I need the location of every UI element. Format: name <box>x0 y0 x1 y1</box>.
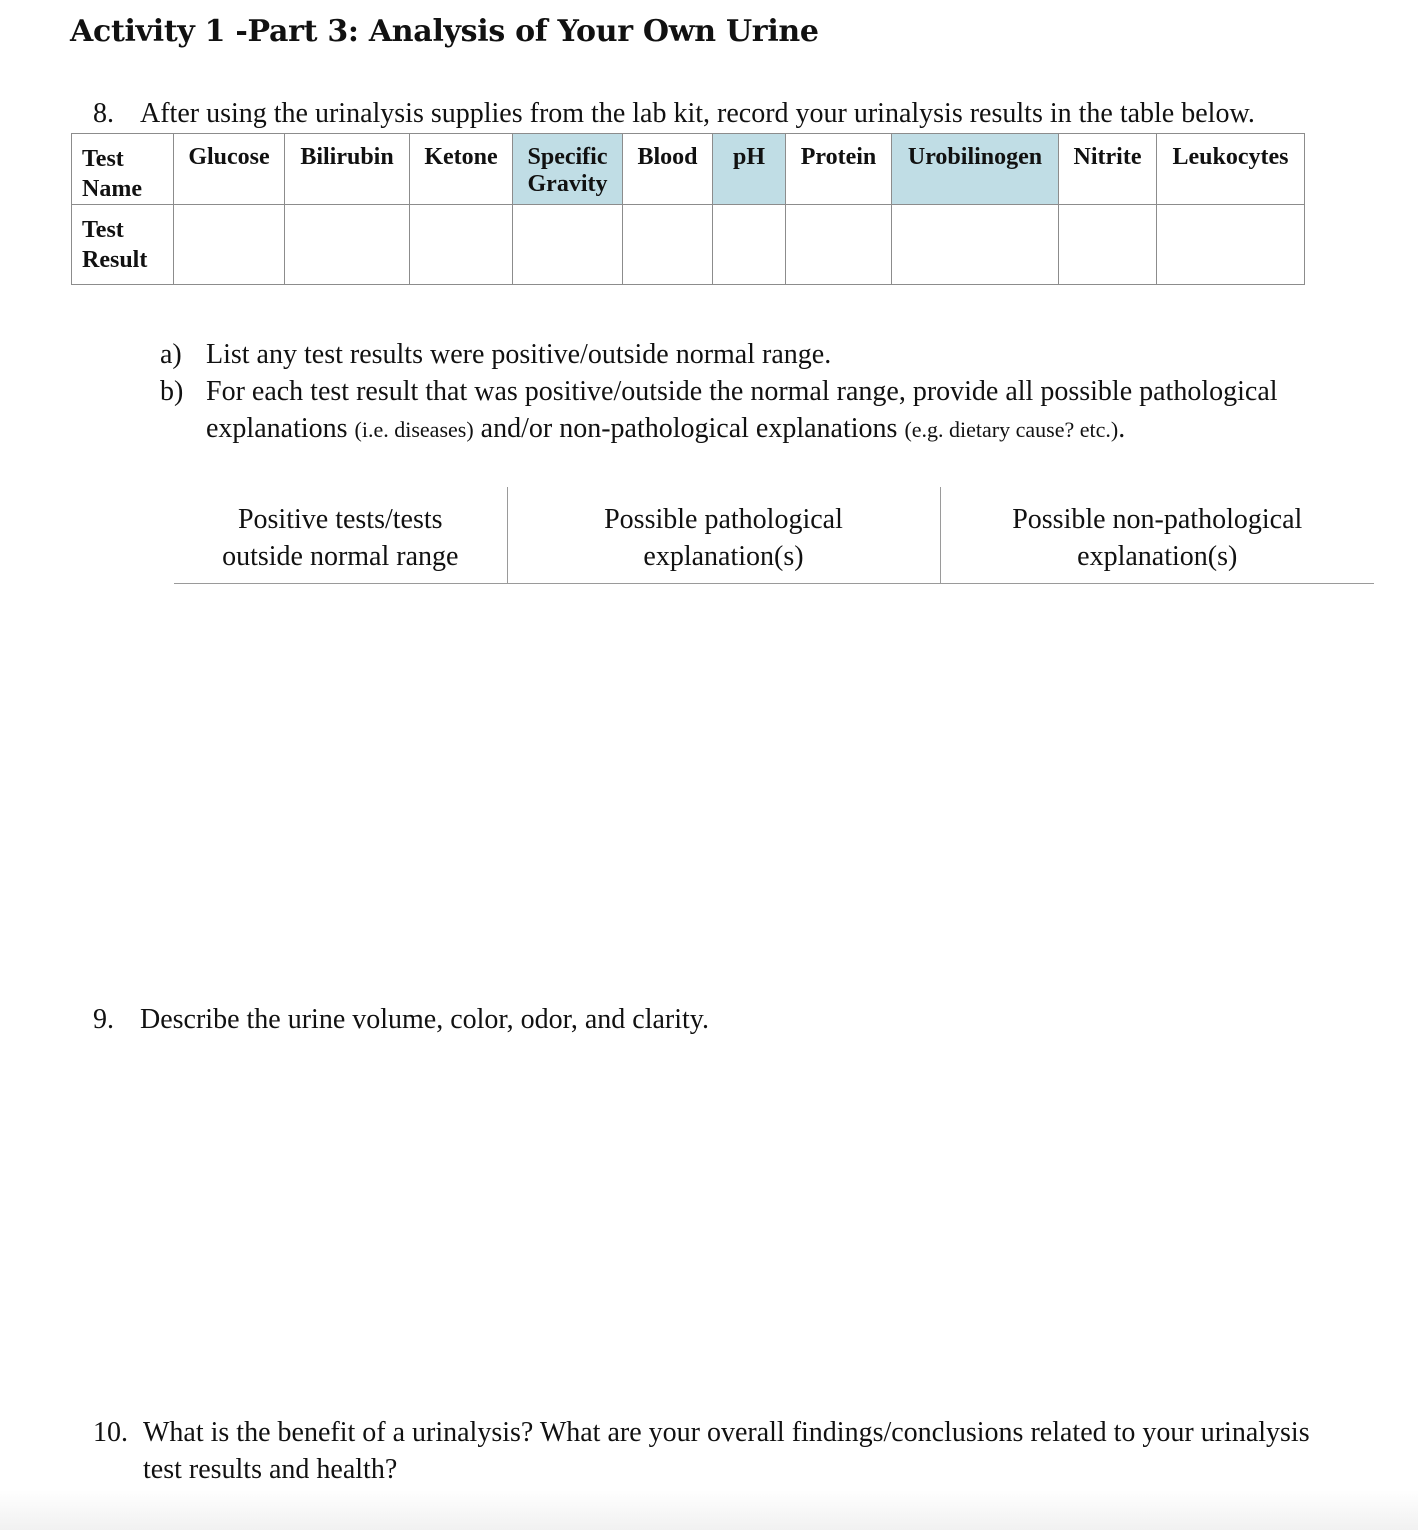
result-cell-ph[interactable] <box>713 205 786 285</box>
explain-header-pathological-line1: Possible pathological <box>604 504 843 535</box>
header-specific-gravity-line1: Specific <box>527 144 608 170</box>
header-glucose <box>174 134 285 205</box>
header-ketone <box>410 134 513 205</box>
explain-header-positive-tests <box>174 487 507 583</box>
test-name-label-line1: Test <box>82 146 124 172</box>
page-title: Activity 1 -Part 3: Analysis of Your Own Urine <box>70 14 819 49</box>
result-cell-ketone[interactable] <box>410 205 513 285</box>
header-protein <box>786 134 892 205</box>
result-cell-blood[interactable] <box>623 205 713 285</box>
sublist-item-a-text: List any test results were positive/outside normal range. <box>206 339 832 370</box>
header-leukocytes-label: Leukocytes <box>1172 144 1289 170</box>
header-urobilinogen <box>892 134 1059 205</box>
header-bilirubin-label: Bilirubin <box>300 144 394 170</box>
result-cell-urobilinogen[interactable] <box>892 205 1059 285</box>
sublist-item-b-note-dietary: (e.g. dietary cause? etc.) <box>904 417 1119 442</box>
question-8-number: 8. <box>93 98 114 129</box>
result-cell-leukocytes[interactable] <box>1157 205 1305 285</box>
header-glucose-label: Glucose <box>188 144 270 170</box>
explain-header-pathological <box>507 487 940 583</box>
header-ketone-label: Ketone <box>424 144 498 170</box>
urinalysis-results-table <box>71 133 1305 285</box>
question-8-sublist <box>160 336 1390 448</box>
header-leukocytes <box>1157 134 1305 205</box>
sublist-item-a <box>160 336 1390 373</box>
explain-header-non-pathological-line1: Possible non-pathological <box>1012 504 1303 535</box>
explanations-table <box>174 487 1374 584</box>
sublist-item-b-note-diseases: (i.e. diseases) <box>354 417 474 442</box>
explain-header-positive-tests-line1: Positive tests/tests <box>237 504 443 535</box>
test-name-row <box>72 134 1305 205</box>
question-8-text: After using the urinalysis supplies from the lab kit, record your urinalysis results in the table below. <box>140 98 1255 129</box>
result-cell-specific-gravity[interactable] <box>513 205 623 285</box>
result-cell-glucose[interactable] <box>174 205 285 285</box>
header-blood-label: Blood <box>637 144 698 170</box>
sublist-item-b-text-end: . <box>1118 413 1126 444</box>
header-specific-gravity-line2: Gravity <box>527 171 608 197</box>
question-10-text: What is the benefit of a urinalysis? What are your overall findings/conclusions related to your urinalysis test results and health? <box>143 1417 1310 1485</box>
explain-header-positive-tests-line2: outside normal range <box>222 541 459 572</box>
header-nitrite <box>1059 134 1157 205</box>
sublist-item-b-text-main: For each test result that was positive/outside the normal range, provide all possible pathological explanations <box>206 376 1278 444</box>
header-nitrite-label: Nitrite <box>1073 144 1142 170</box>
explain-header-pathological-line2: explanation(s) <box>643 541 804 572</box>
test-name-label-line2: Name <box>82 176 142 202</box>
test-result-row <box>72 205 1305 285</box>
header-ph-label: pH <box>732 144 765 170</box>
sublist-item-a-marker: a) <box>160 339 182 370</box>
result-cell-protein[interactable] <box>786 205 892 285</box>
question-9-number: 9. <box>93 1004 114 1035</box>
explain-header-non-pathological <box>940 487 1374 583</box>
sublist-item-b <box>160 373 1390 448</box>
header-protein-label: Protein <box>800 144 877 170</box>
explain-header-non-pathological-line2: explanation(s) <box>1077 541 1238 572</box>
result-cell-bilirubin[interactable] <box>285 205 410 285</box>
header-ph <box>713 134 786 205</box>
question-9-text: Describe the urine volume, color, odor, and clarity. <box>140 1004 709 1035</box>
header-blood <box>623 134 713 205</box>
test-result-label-line1: Test <box>82 217 124 243</box>
header-bilirubin <box>285 134 410 205</box>
explanations-header-row <box>174 487 1374 583</box>
sublist-item-b-marker: b) <box>160 376 184 407</box>
header-specific-gravity <box>513 134 623 205</box>
result-cell-nitrite[interactable] <box>1059 205 1157 285</box>
test-name-label <box>72 134 174 205</box>
header-urobilinogen-label: Urobilinogen <box>907 144 1043 170</box>
question-10-number: 10. <box>93 1417 128 1448</box>
test-result-label <box>72 205 174 285</box>
bottom-shadow <box>0 1490 1418 1530</box>
test-result-label-line2: Result <box>82 247 148 273</box>
sublist-item-b-text-mid: and/or non-pathological explanations <box>473 413 905 444</box>
